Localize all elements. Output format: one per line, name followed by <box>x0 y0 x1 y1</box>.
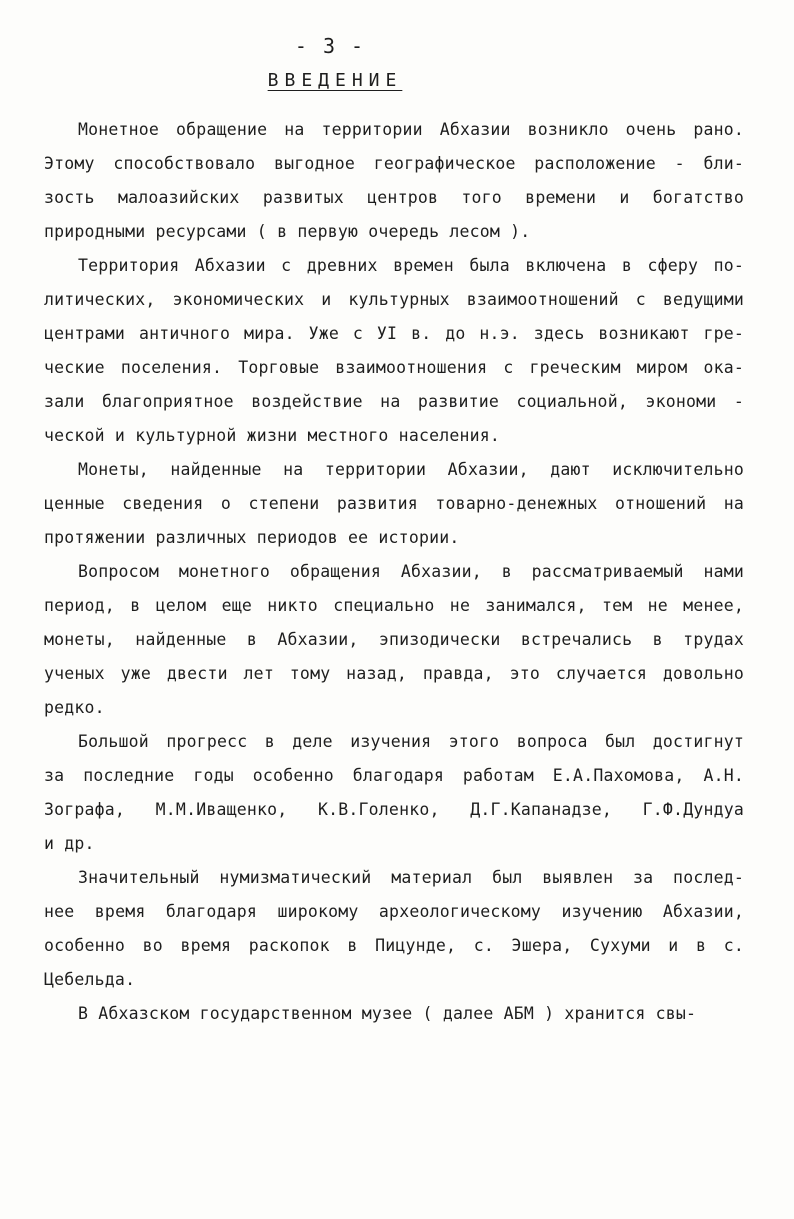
paragraph <box>44 249 744 453</box>
text-line: ценные сведения о степени развития товарно-денежных отношений на <box>44 494 744 513</box>
section-title: ВВЕДЕНИЕ <box>267 70 403 91</box>
text-line: зость малоазийских развитых центров того времени и богатство <box>44 188 744 207</box>
text-line: период, в целом еще никто специально не занимался, тем не менее, <box>44 596 744 615</box>
paragraph <box>44 113 744 249</box>
text-line: нее время благодаря широкому археологическому изучению Абхазии, <box>44 902 744 921</box>
text-line: Монетное обращение на территории Абхазии возникло очень рано. <box>78 120 744 139</box>
paragraph <box>44 997 744 1031</box>
paragraph <box>44 453 744 555</box>
body-text <box>44 113 744 1031</box>
text-line: Большой прогресс в деле изучения этого вопроса был достигнут <box>78 732 744 751</box>
text-line: центрами античного мира. Уже с УI в. до н.э. здесь возникают гре- <box>44 324 744 343</box>
text-line: редко. <box>44 698 105 717</box>
text-line: и др. <box>44 834 95 853</box>
text-line: особенно во время раскопок в Пицунде, с. Эшера, Сухуми и в с. <box>44 936 744 955</box>
text-line: Монеты, найденные на территории Абхазии, дают исключительно <box>78 460 744 479</box>
text-line: ческие поселения. Торговые взаимоотношения с греческим миром ока- <box>44 358 744 377</box>
paragraph <box>44 555 744 725</box>
paragraph <box>44 861 744 997</box>
text-line: монеты, найденные в Абхазии, эпизодически встречались в трудах <box>44 630 744 649</box>
text-line: за последние годы особенно благодаря работам Е.А.Пахомова, А.Н. <box>44 766 744 785</box>
text-line: Зографа, М.М.Иващенко, К.В.Голенко, Д.Г.Капанадзе, Г.Ф.Дундуа <box>44 800 744 819</box>
text-line: В Абхазском государственном музее ( далее АБМ ) хранится свы- <box>78 1004 697 1023</box>
text-line: Вопросом монетного обращения Абхазии, в рассматриваемый нами <box>78 562 744 581</box>
text-line: зали благоприятное воздействие на развитие социальной, экономи - <box>44 392 744 411</box>
text-line: Этому способствовало выгодное географическое расположение - бли- <box>44 154 744 173</box>
text-line: Значительный нумизматический материал был выявлен за послед- <box>78 868 744 887</box>
page-number: - 3 - <box>294 34 366 58</box>
text-line: Цебельда. <box>44 970 136 989</box>
text-line: Территория Абхазии с древних времен была включена в сферу по- <box>78 256 744 275</box>
text-line: литических, экономических и культурных взаимоотношений с ведущими <box>44 290 744 309</box>
text-line: протяжении различных периодов ее истории. <box>44 528 460 547</box>
text-line: ческой и культурной жизни местного населения. <box>44 426 501 445</box>
paragraph <box>44 725 744 861</box>
text-line: ученых уже двести лет тому назад, правда, это случается довольно <box>44 664 744 683</box>
text-line: природными ресурсами ( в первую очередь лесом ). <box>44 222 531 241</box>
